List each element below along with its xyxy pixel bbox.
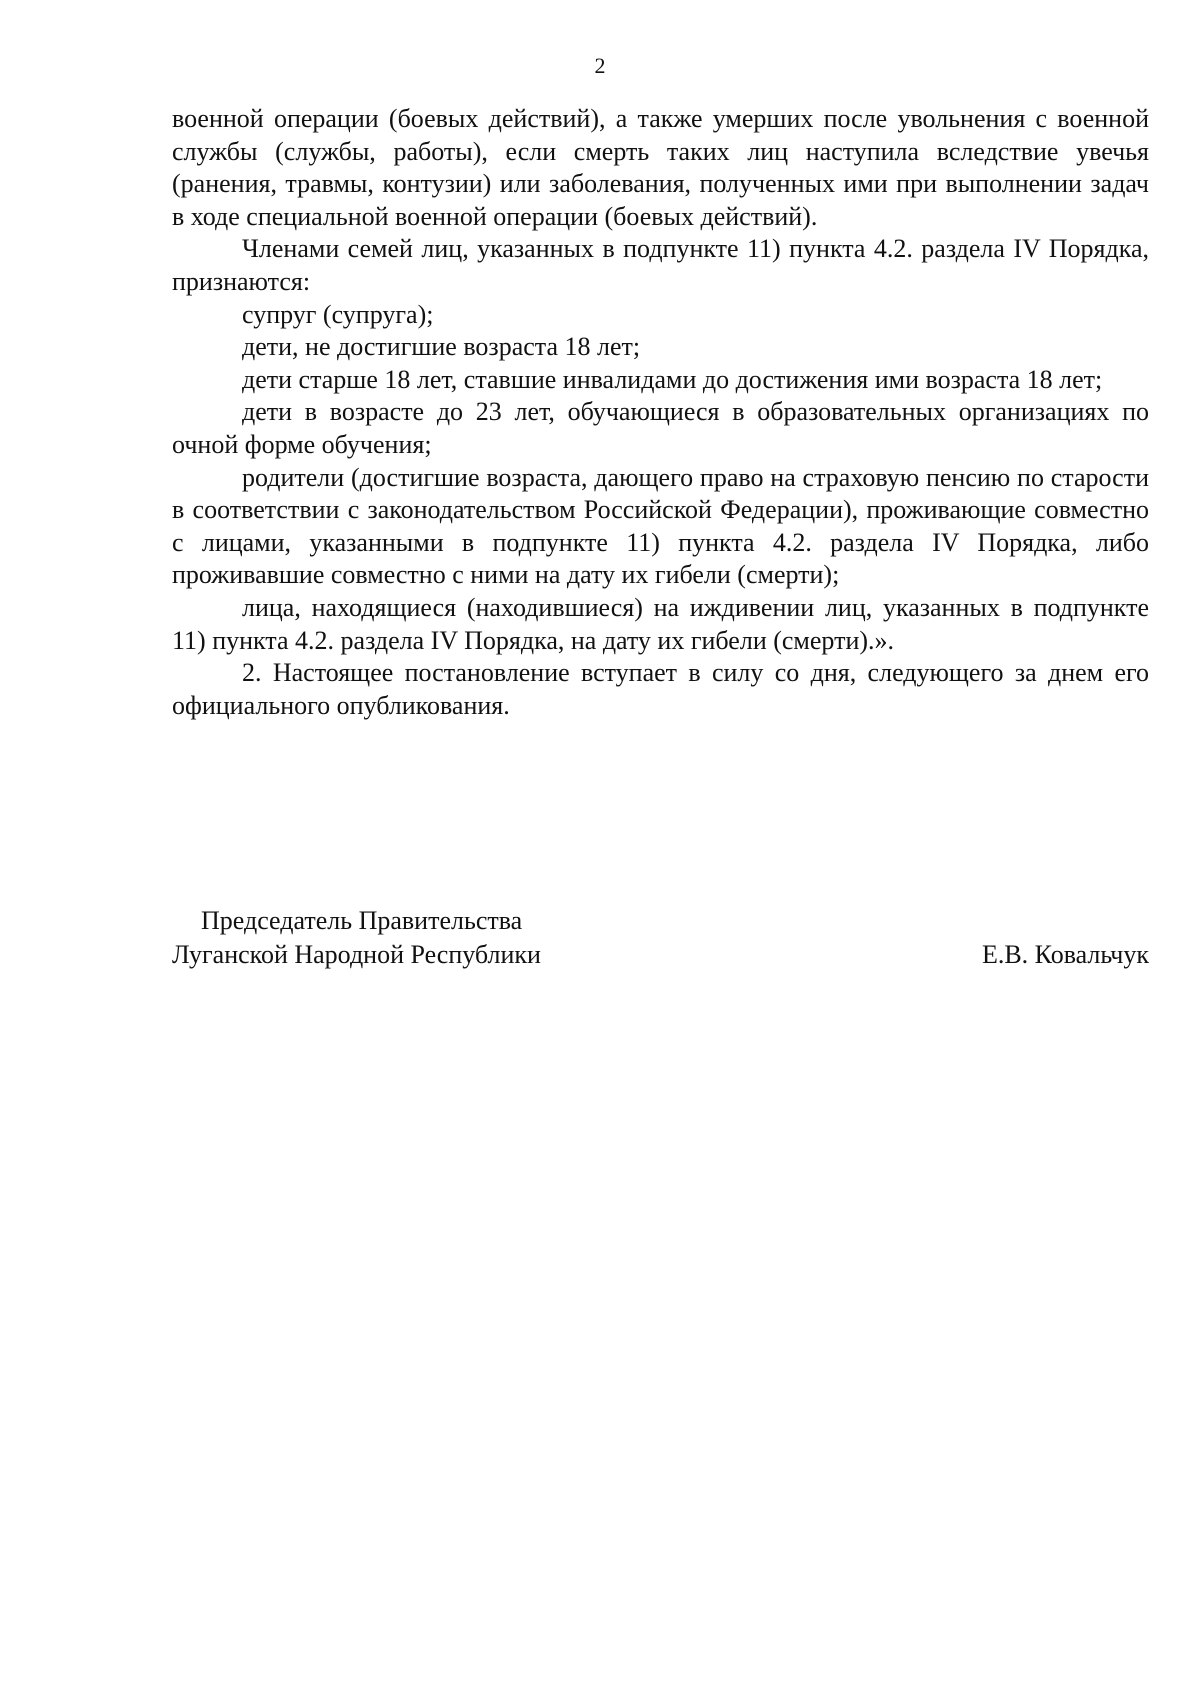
signature-title-line2: Луганской Народной Республики: [172, 940, 541, 969]
page-number: 2: [594, 53, 606, 78]
paragraph-entry-into-force: 2. Настоящее постановление вступает в силу со дня, следующего за днем его официального опубликования.: [172, 658, 1149, 720]
list-item-children-disabled: дети старше 18 лет, ставшие инвалидами до достижения ими возраста 18 лет;: [242, 364, 1103, 394]
paragraph-family-members-intro: Членами семей лиц, указанных в подпункте 11) пункта 4.2. раздела IV Порядка, признаются:: [172, 234, 1149, 296]
signature-block: [172, 904, 1149, 972]
list-item-spouse: супруг (супруга);: [242, 299, 434, 329]
list-item-dependents: лица, находящиеся (находившиеся) на иждивении лиц, указанных в подпункте 11) пункта 4.2. раздела IV Порядка, на дату их гибели (смерти).».: [172, 592, 1149, 655]
signatory-name: Е.В. Ковальчук: [981, 940, 1149, 969]
list-item-children-under-18: дети, не достигшие возраста 18 лет;: [242, 332, 641, 362]
paragraph-continuation: военной операции (боевых действий), а также умерших после увольнения с военной службы (службы, работы), если смерть таких лиц наступила вследствие увечья (ранения, травмы, контузии) или заболевания, полученных ими при выполнении задач в ходе специальной военной операции (боевых действий).: [172, 104, 1149, 231]
list-item-parents: родители (достигшие возраста, дающего право на страховую пенсию по старости в соответствии с законодательством Российской Федерации), проживающие совместно с лицами, указанными в подпункте 11) пункта 4.2. раздела IV Порядка, либо проживавшие совместно с ними на дату их гибели (смерти);: [172, 462, 1149, 590]
signature-title-line1: Председатель Правительства: [201, 906, 523, 935]
list-item-children-students: дети в возрасте до 23 лет, обучающиеся в образовательных организациях по очной форме обучения;: [172, 397, 1149, 459]
document-body: [172, 103, 1149, 722]
